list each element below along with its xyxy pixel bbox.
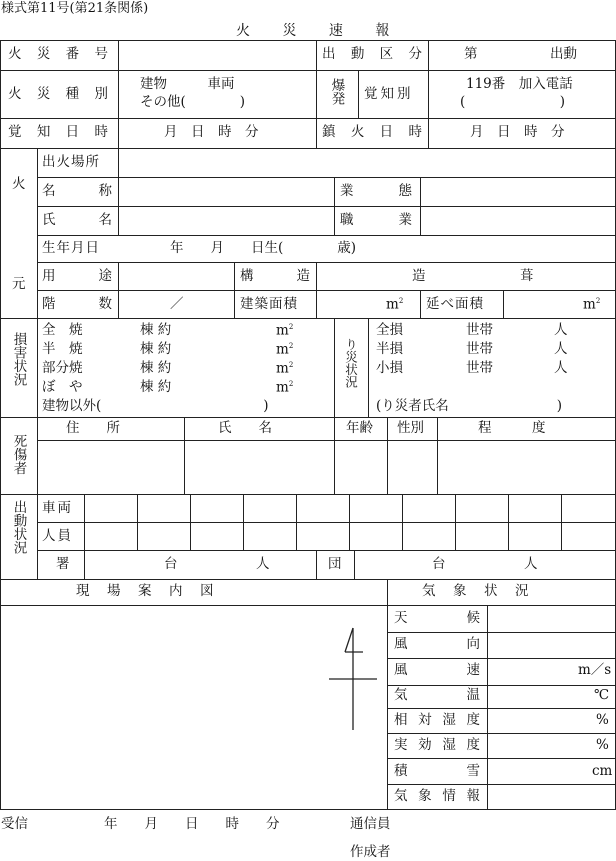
- damage-label: 損害状況: [10, 332, 27, 386]
- snow-unit: cm: [592, 763, 613, 779]
- weather-row-label: 風 向: [394, 636, 480, 652]
- victim-kind: 半損: [376, 341, 403, 357]
- victim-kind: 全損: [376, 322, 403, 338]
- effective-humidity-unit: %: [596, 737, 609, 753]
- extinguish-time-format: 月 日 時 分: [470, 124, 565, 140]
- building-area-unit: $m^2$: [386, 296, 404, 313]
- origin-name-label: 名 称: [42, 183, 112, 199]
- explosion-label: 爆発: [328, 78, 345, 105]
- weather-row-label: 天 候: [394, 610, 480, 626]
- birth-label: 生年月日: [42, 240, 100, 256]
- use-label: 用 途: [42, 268, 112, 284]
- humidity-unit: %: [596, 712, 609, 728]
- extinguish-time-label: 鎮 火 日 時: [322, 124, 422, 140]
- damage-kind: 部分焼: [42, 360, 83, 376]
- victim-names: (り災者氏名 ): [376, 398, 563, 414]
- weather-row-label: 風 速: [394, 662, 480, 678]
- structure-label: 構 造: [240, 268, 310, 284]
- damage-m2: $m^2$: [276, 360, 294, 377]
- damage-unit: 棟 約: [140, 360, 172, 376]
- damage-unit: 棟 約: [140, 322, 172, 338]
- damage-m2: $m^2$: [276, 322, 294, 339]
- fire-type-options: 建物 車両: [140, 76, 235, 92]
- dispatch-station-label: 署: [56, 556, 70, 572]
- fire-type-other: その他( ): [140, 94, 246, 110]
- damage-kind: 全 焼: [42, 322, 83, 338]
- damage-m2: $m^2$: [276, 379, 294, 396]
- victim-persons: 人: [554, 322, 568, 338]
- author-label: 作成者: [350, 844, 391, 860]
- casualty-label: 死傷者: [10, 434, 27, 475]
- building-area-label: 建築面積: [240, 296, 298, 312]
- station-persons: 人: [256, 556, 270, 572]
- wind-speed-unit: m／s: [578, 662, 612, 678]
- form-number: 様式第11号(第21条関係): [1, 1, 149, 16]
- dispatch-vehicle-label: 車両: [42, 500, 73, 516]
- weather-row-label: 実 効 湿 度: [394, 737, 480, 753]
- origin-label-top: 火: [12, 176, 26, 192]
- casualty-name-header: 氏 名: [218, 420, 272, 436]
- weather-row-label: 気 温: [394, 687, 480, 703]
- dispatch-staff-label: 人員: [42, 528, 73, 544]
- structure-format: 造 葺: [412, 268, 534, 284]
- casualty-sex-header: 性別: [397, 420, 424, 436]
- casualty-degree-header: 程 度: [478, 420, 546, 436]
- received-label: 受信: [1, 816, 28, 832]
- fire-number-label: 火 災 番 号: [8, 46, 108, 62]
- damage-m2: $m^2$: [276, 341, 294, 358]
- victim-persons: 人: [554, 360, 568, 376]
- dispatch-corps-label: 団: [328, 556, 342, 572]
- origin-label-bottom: 元: [12, 276, 26, 292]
- received-format: 年 月 日 時 分: [104, 816, 280, 832]
- dispatch-suffix: 出動: [550, 46, 577, 62]
- business-label: 業 態: [340, 183, 412, 199]
- victim-label: り災状況: [343, 338, 359, 388]
- damage-unit: 棟 約: [140, 341, 172, 357]
- detection-label: 覚知別: [364, 86, 414, 102]
- dispatch-prefix: 第: [464, 46, 478, 62]
- detect-time-format: 月 日 時 分: [164, 124, 259, 140]
- occupation-label: 職 業: [340, 212, 412, 228]
- page-title: 火 災 速 報: [236, 23, 404, 39]
- fire-type-label: 火 災 種 別: [8, 86, 108, 102]
- floors-separator: ／: [170, 296, 184, 312]
- operator-label: 通信員: [350, 816, 391, 832]
- weather-label: 気 象 状 況: [422, 583, 531, 599]
- damage-other: 建物以外( ): [42, 398, 269, 414]
- damage-unit: 棟 約: [140, 379, 172, 395]
- birth-format: 年 月 日生( 歳): [170, 240, 357, 256]
- victim-households: 世帯: [466, 360, 493, 376]
- victim-persons: 人: [554, 341, 568, 357]
- total-area-label: 延べ面積: [426, 296, 484, 312]
- victim-households: 世帯: [466, 341, 493, 357]
- damage-kind: 半 焼: [42, 341, 83, 357]
- weather-row-label: 積 雪: [394, 763, 480, 779]
- person-label: 氏 名: [42, 212, 112, 228]
- detect-time-label: 覚 知 日 時: [8, 124, 108, 140]
- origin-place-label: 出火場所: [42, 154, 100, 170]
- victim-households: 世帯: [466, 322, 493, 338]
- temperature-unit: ℃: [594, 687, 610, 703]
- dispatch-area-label: 出 動 区 分: [322, 46, 422, 62]
- phone-options: 119番 加入電話: [466, 76, 573, 92]
- station-units: 台: [164, 556, 178, 572]
- map-area[interactable]: [1, 606, 386, 808]
- corps-persons: 人: [524, 556, 538, 572]
- corps-units: 台: [432, 556, 446, 572]
- map-label: 現 場 案 内 図: [76, 583, 216, 599]
- damage-kind: ぼ や: [42, 379, 83, 395]
- total-area-unit: $m^2$: [583, 296, 601, 313]
- fire-number-field[interactable]: [120, 42, 314, 69]
- weather-row-label: 相 対 湿 度: [394, 712, 480, 728]
- casualty-address-header: 住 所: [66, 420, 120, 436]
- weather-row-label: 気 象 情 報: [394, 788, 480, 804]
- casualty-age-header: 年齢: [346, 420, 373, 436]
- victim-kind: 小損: [376, 360, 403, 376]
- dispatch-label: 出動状況: [10, 500, 27, 554]
- phone-other: ( ): [460, 94, 566, 110]
- floors-label: 階 数: [42, 296, 112, 312]
